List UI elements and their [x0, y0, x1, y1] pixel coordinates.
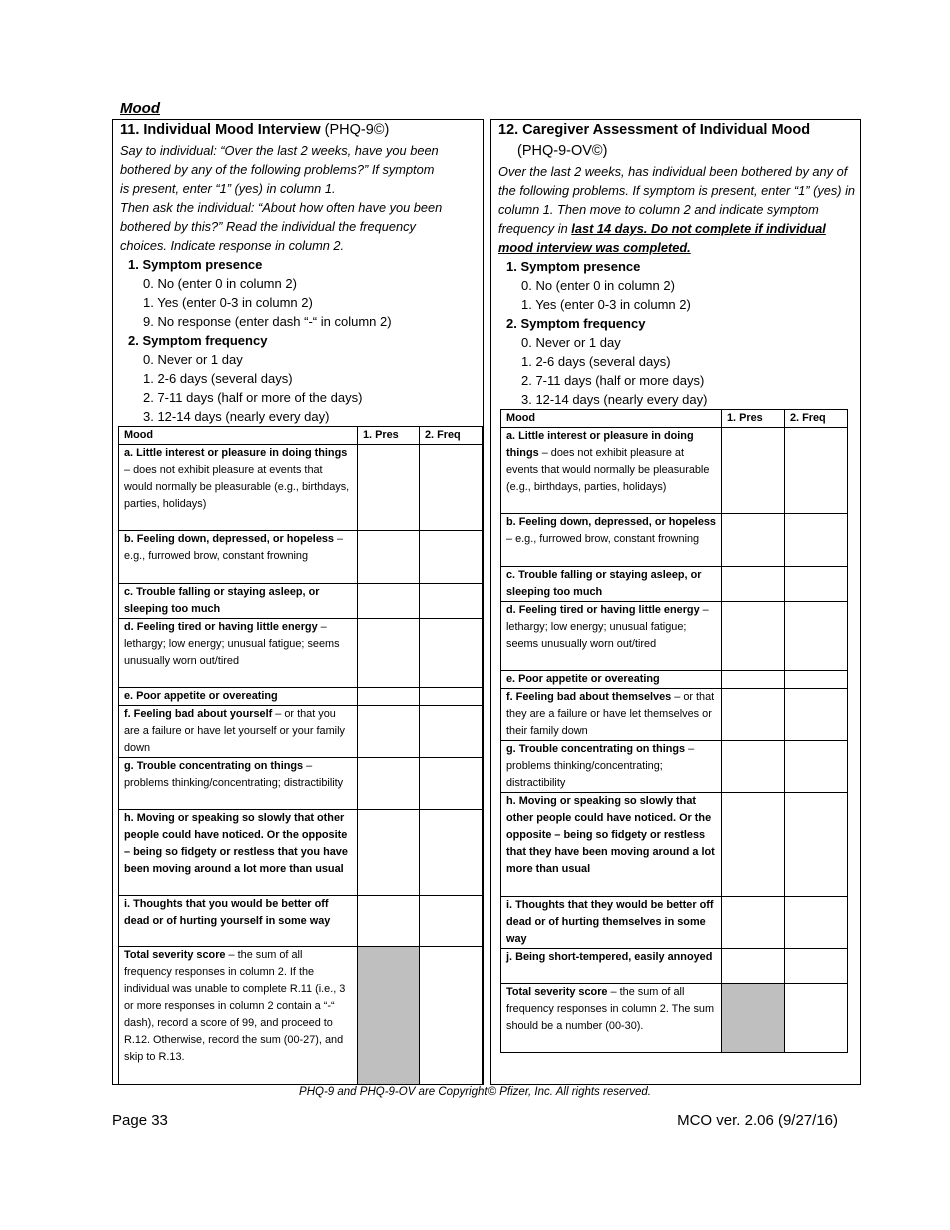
total-row [119, 947, 483, 1085]
table-row [119, 619, 483, 688]
option-item: 3. 12-14 days (nearly every day) [143, 409, 330, 424]
frequency-input-cell[interactable] [785, 671, 848, 689]
symptom-cell [119, 896, 358, 947]
table-row [501, 602, 848, 671]
option-item: 0. Never or 1 day [143, 352, 243, 367]
symptom-description: – the sum of all frequency responses in column 2. If the individual was unable to complete R.11 (i.e., 3 or more responses in column 2 contain a “-“ dash), record a score of 99, and proceed to R.12. Otherwise, record the sum (00-27), and skip to R.13. [124, 949, 346, 1063]
symptom-description: – problems thinking/concentrating; distractibility [124, 760, 344, 789]
option-item: 0. Never or 1 day [521, 335, 621, 350]
symptom-description: – or that you are a failure or have let yourself or your family down [124, 708, 345, 754]
table-row [501, 949, 848, 984]
presence-input-cell[interactable] [722, 741, 785, 793]
presence-heading: 1. Symptom presence [128, 257, 263, 272]
symptom-cell [501, 428, 722, 514]
symptom-cell [119, 531, 358, 584]
instruction-line: bothered by any of the following problems?” If symptom [120, 162, 435, 177]
title-bold: 11. Individual Mood Interview [120, 122, 321, 138]
column-header: Mood [119, 427, 358, 445]
presence-input-cell[interactable] [722, 897, 785, 949]
symptom-description: – or that they are a failure or have let themselves or their family down [506, 691, 715, 737]
table-row [501, 671, 848, 689]
presence-input-cell[interactable] [358, 810, 420, 896]
presence-input-cell[interactable] [722, 793, 785, 897]
symptom-cell [119, 810, 358, 896]
presence-input-cell[interactable] [358, 619, 420, 688]
caregiver-assessment-section [490, 119, 861, 1085]
presence-options [491, 276, 860, 314]
presence-input-cell[interactable] [358, 688, 420, 706]
option-item: 0. No (enter 0 in column 2) [143, 276, 297, 291]
option-item: 9. No response (enter dash “-“ in column 2) [143, 314, 392, 329]
frequency-input-cell[interactable] [785, 514, 848, 567]
frequency-input-cell[interactable] [420, 584, 483, 619]
presence-input-cell[interactable] [358, 706, 420, 758]
section-12-title: 12. Caregiver Assessment of Individual Mood [498, 122, 811, 138]
symptom-description: – e.g., furrowed brow, constant frowning [124, 533, 344, 562]
frequency-input-cell[interactable] [785, 567, 848, 602]
version-label: MCO ver. 2.06 (9/27/16) [677, 1112, 838, 1129]
presence-input-cell[interactable] [358, 531, 420, 584]
frequency-input-cell[interactable] [420, 706, 483, 758]
table-row [501, 689, 848, 741]
option-item: 1. 2-6 days (several days) [143, 371, 293, 386]
symptom-cell [501, 949, 722, 984]
section-title: Mood [120, 100, 160, 117]
instruction-line: bothered by this?” Read the individual the frequency [120, 219, 416, 234]
presence-input-cell[interactable] [358, 758, 420, 810]
option-item: 2. 7-11 days (half or more of the days) [143, 390, 363, 405]
presence-input-cell[interactable] [722, 602, 785, 671]
frequency-input-cell[interactable] [785, 428, 848, 514]
column-header: Mood [501, 410, 722, 428]
symptom-label: d. Feeling tired or having little energy [506, 604, 700, 616]
symptom-cell [119, 706, 358, 758]
presence-input-cell[interactable] [722, 514, 785, 567]
frequency-input-cell[interactable] [420, 688, 483, 706]
total-row [501, 984, 848, 1053]
individual-mood-interview-section [112, 119, 484, 1085]
symptom-cell [119, 947, 358, 1085]
symptom-cell [501, 514, 722, 567]
table-header-row [119, 427, 483, 445]
frequency-input-cell[interactable] [785, 984, 848, 1053]
mood-table-caregiver [500, 409, 848, 1053]
symptom-cell [501, 984, 722, 1053]
presence-input-cell [358, 947, 420, 1085]
table-row [119, 445, 483, 531]
frequency-input-cell[interactable] [420, 445, 483, 531]
table-row [501, 567, 848, 602]
symptom-cell [501, 671, 722, 689]
symptom-description: – does not exhibit pleasure at events that would normally be pleasurable (e.g., birthdays, parties, holidays) [124, 464, 350, 510]
instruction-line: Say to individual: “Over the last 2 weeks, have you been [120, 143, 439, 158]
symptom-label: b. Feeling down, depressed, or hopeless [124, 533, 334, 545]
table-row [119, 758, 483, 810]
column-header: 1. Pres [722, 410, 785, 428]
column-header: 2. Freq [785, 410, 848, 428]
symptom-label: Total severity score [124, 949, 226, 961]
symptom-cell [119, 688, 358, 706]
symptom-label: e. Poor appetite or overeating [124, 690, 278, 702]
option-item: 0. No (enter 0 in column 2) [521, 278, 675, 293]
frequency-heading: 2. Symptom frequency [128, 333, 268, 348]
symptom-label: h. Moving or speaking so slowly that other people could have noticed. Or the opposite – being so fidgety or restless that they have been moving around a lot more than usual [506, 795, 715, 875]
symptom-cell [501, 741, 722, 793]
frequency-input-cell[interactable] [785, 897, 848, 949]
table-row [119, 706, 483, 758]
instructions-text: Over the last 2 weeks, has individual been bothered by any of the following problems. If symptom is present, enter “1” (yes) in column 1. Then move to column 2 and indicate symptom frequency in [498, 164, 856, 236]
symptom-label: Total severity score [506, 986, 608, 998]
symptom-label: d. Feeling tired or having little energy [124, 621, 318, 633]
presence-input-cell[interactable] [722, 689, 785, 741]
option-item: 3. 12-14 days (nearly every day) [521, 392, 708, 407]
instruction-line: choices. Indicate response in column 2. [120, 238, 345, 253]
symptom-label: i. Thoughts that you would be better off dead or of hurting yourself in some way [124, 898, 331, 927]
presence-options [113, 274, 483, 331]
frequency-input-cell[interactable] [420, 619, 483, 688]
presence-input-cell[interactable] [358, 445, 420, 531]
symptom-cell [119, 584, 358, 619]
presence-input-cell [722, 984, 785, 1053]
section-11-title [113, 120, 483, 141]
instructions [113, 141, 483, 255]
option-item: 1. Yes (enter 0-3 in column 2) [143, 295, 313, 310]
table-row [501, 741, 848, 793]
table-row [501, 514, 848, 567]
symptom-cell [119, 758, 358, 810]
symptom-description: – does not exhibit pleasure at events that would normally be pleasurable (e.g., birthdays, parties, holidays) [506, 447, 710, 493]
column-header: 1. Pres [358, 427, 420, 445]
table-row [119, 896, 483, 947]
symptom-cell [119, 619, 358, 688]
column-header: 2. Freq [420, 427, 483, 445]
frequency-input-cell[interactable] [420, 896, 483, 947]
symptom-cell [119, 445, 358, 531]
frequency-input-cell[interactable] [785, 949, 848, 984]
frequency-options [491, 333, 860, 409]
symptom-cell [501, 897, 722, 949]
symptom-cell [501, 793, 722, 897]
page-number: Page 33 [112, 1112, 168, 1129]
symptom-label: g. Trouble concentrating on things [506, 743, 686, 755]
symptom-description: – e.g., furrowed brow, constant frowning [506, 533, 700, 545]
option-item: 1. 2-6 days (several days) [521, 354, 671, 369]
symptom-description: – lethargy; low energy; unusual fatigue; seems unusually worn out/tired [506, 604, 709, 650]
section-12-subtitle: (PHQ-9-OV©) [517, 143, 608, 159]
presence-input-cell[interactable] [358, 896, 420, 947]
instruction-line: is present, enter “1” (yes) in column 1. [120, 181, 336, 196]
presence-input-cell[interactable] [722, 428, 785, 514]
symptom-cell [501, 567, 722, 602]
symptom-label: b. Feeling down, depressed, or hopeless [506, 516, 716, 528]
instructions-emphasis: last 14 days. Do not complete if individual mood interview was completed. [498, 221, 826, 255]
table-row [501, 428, 848, 514]
symptom-label: a. Little interest or pleasure in doing things [124, 447, 348, 459]
table-row [501, 897, 848, 949]
symptom-label: i. Thoughts that they would be better off dead or of hurting themselves in some way [506, 899, 714, 945]
frequency-input-cell[interactable] [785, 741, 848, 793]
table-header-row [501, 410, 848, 428]
table-row [119, 688, 483, 706]
symptom-cell [501, 602, 722, 671]
mood-table-individual [118, 426, 483, 1085]
table-row [501, 793, 848, 897]
table-row [119, 531, 483, 584]
instruction-line: Then ask the individual: “About how often have you been [120, 200, 443, 215]
copyright-notice: PHQ-9 and PHQ-9-OV are Copyright© Pfizer, Inc. All rights reserved. [299, 1086, 651, 1098]
frequency-input-cell[interactable] [420, 947, 483, 1085]
frequency-input-cell[interactable] [420, 810, 483, 896]
symptom-description: – problems thinking/concentrating; distractibility [506, 743, 695, 789]
frequency-input-cell[interactable] [785, 689, 848, 741]
symptom-label: e. Poor appetite or overeating [506, 673, 660, 685]
presence-input-cell[interactable] [722, 949, 785, 984]
presence-input-cell[interactable] [722, 567, 785, 602]
option-item: 1. Yes (enter 0-3 in column 2) [521, 297, 691, 312]
frequency-input-cell[interactable] [785, 793, 848, 897]
symptom-label: c. Trouble falling or staying asleep, or sleeping too much [506, 569, 702, 598]
symptom-label: f. Feeling bad about themselves [506, 691, 672, 703]
symptom-label: g. Trouble concentrating on things [124, 760, 304, 772]
instructions [491, 162, 860, 257]
symptom-description: – lethargy; low energy; unusual fatigue; seems unusually worn out/tired [124, 621, 340, 667]
frequency-heading: 2. Symptom frequency [506, 316, 646, 331]
symptom-label: h. Moving or speaking so slowly that other people could have noticed. Or the opposite – being so fidgety or restless that you have been moving around a lot more than usual [124, 812, 348, 875]
title-normal: (PHQ-9©) [320, 122, 390, 138]
symptom-label: j. Being short-tempered, easily annoyed [506, 951, 713, 963]
symptom-label: f. Feeling bad about yourself [124, 708, 273, 720]
frequency-options [113, 350, 483, 426]
symptom-cell [501, 689, 722, 741]
symptom-label: c. Trouble falling or staying asleep, or sleeping too much [124, 586, 320, 615]
frequency-input-cell[interactable] [785, 602, 848, 671]
frequency-input-cell[interactable] [420, 758, 483, 810]
symptom-description: – the sum of all frequency responses in column 2. The sum should be a number (00-30). [506, 986, 715, 1032]
option-item: 2. 7-11 days (half or more days) [521, 373, 705, 388]
table-row [119, 584, 483, 619]
symptom-label: a. Little interest or pleasure in doing things [506, 430, 694, 459]
presence-heading: 1. Symptom presence [506, 259, 641, 274]
presence-input-cell[interactable] [358, 584, 420, 619]
table-row [119, 810, 483, 896]
frequency-input-cell[interactable] [420, 531, 483, 584]
presence-input-cell[interactable] [722, 671, 785, 689]
